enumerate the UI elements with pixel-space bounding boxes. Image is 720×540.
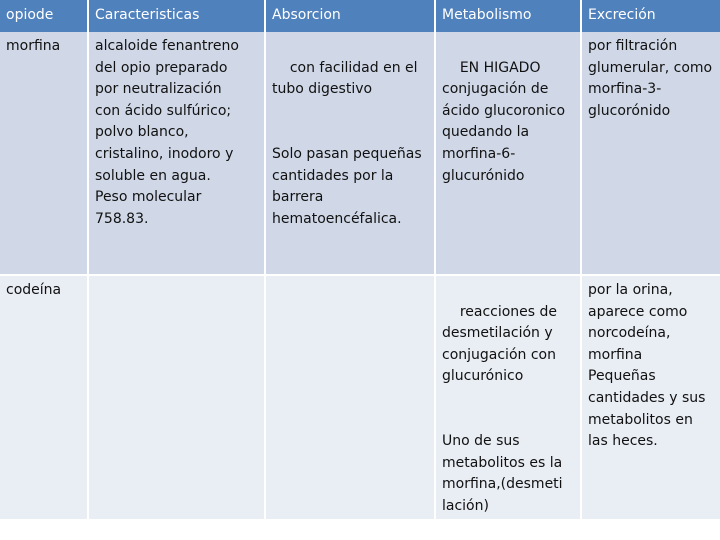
header-opiode: opiode xyxy=(0,0,87,32)
metabolismo-codeina-text-2: Uno de sus metabolitos es la morfina,(desmeti lación) xyxy=(442,433,563,514)
absorcion-morfina-text-2: Solo pasan pequeñas cantidades por la barrera hematoencéfalica. xyxy=(272,145,422,227)
cell-excrecion-morfina: por filtración glumerular, como morfina-3- glucorónido xyxy=(582,32,720,276)
header-absorcion: Absorcion xyxy=(266,0,434,32)
cell-metabolismo-morfina xyxy=(436,32,580,276)
metabolismo-codeina-text-1: reacciones de desmetilación y conjugación con glucurónico xyxy=(442,303,558,385)
header-excrecion: Excreción xyxy=(582,0,720,32)
cell-caracteristicas-codeina xyxy=(89,276,264,519)
absorcion-morfina-text-1: con facilidad en el tubo digestivo xyxy=(272,59,418,98)
cell-absorcion-morfina xyxy=(266,32,434,276)
header-metabolismo: Metabolismo xyxy=(436,0,580,32)
cell-caracteristicas-morfina: alcaloide fenantreno del opio preparado por neutralización con ácido sulfúrico; polvo blanco, cristalino, inodoro y soluble en agua. Peso molecular 758.83. xyxy=(89,32,264,276)
metabolismo-morfina-text-1: EN HIGADO conjugación de ácido glucoronico quedando la morfina-6- glucurónido xyxy=(442,59,566,184)
cell-absorcion-codeina xyxy=(266,276,434,519)
header-caracteristicas: Caracteristicas xyxy=(89,0,264,32)
cell-metabolismo-codeina xyxy=(436,276,580,519)
cell-opiode-codeina: codeína xyxy=(0,276,87,519)
cell-excrecion-codeina: por la orina, aparece como norcodeína, morfina Pequeñas cantidades y sus metabolitos en las heces. xyxy=(582,276,720,519)
cell-opiode-morfina: morfina xyxy=(0,32,87,276)
